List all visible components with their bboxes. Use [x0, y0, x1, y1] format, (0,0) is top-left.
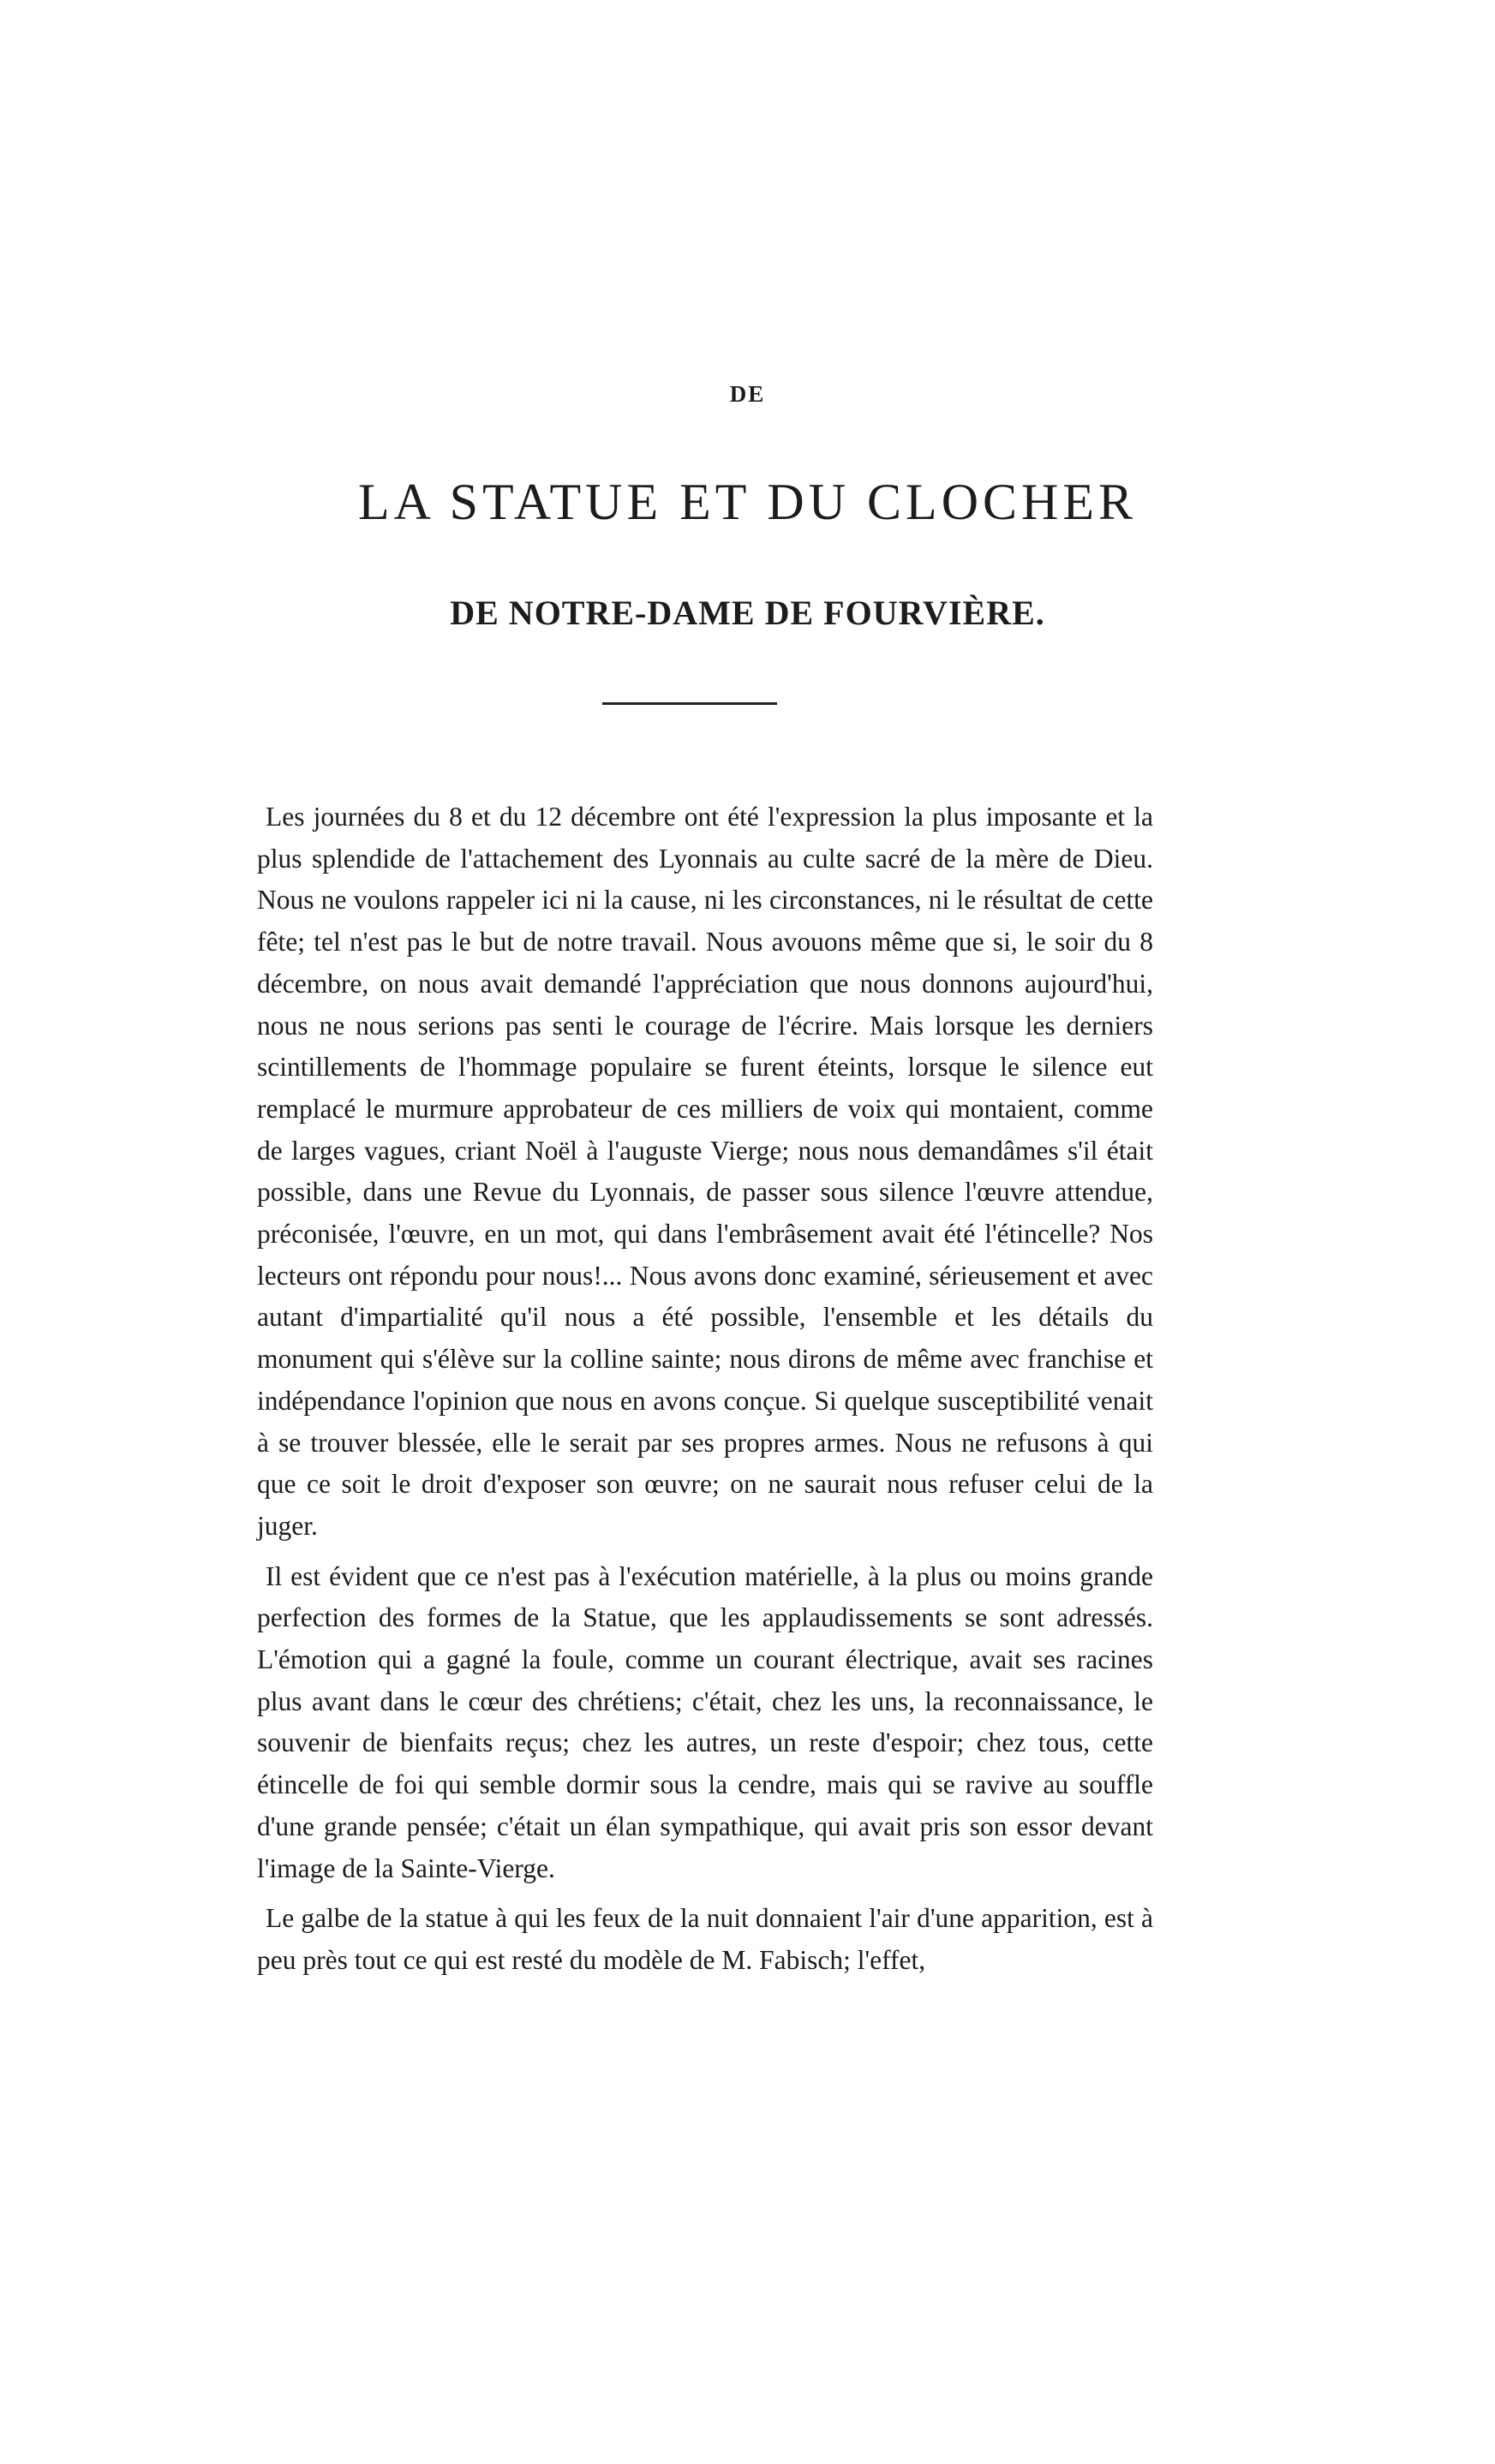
paragraph-3: Le galbe de la statue à qui les feux de la nuit donnaient l'air d'une apparition, est à peu près tout ce qui est resté du modèle de M. Fabisch; l'effet,: [257, 1903, 1153, 1975]
pre-heading: DE: [729, 381, 766, 407]
paragraph-2: Il est évident que ce n'est pas à l'exécution matérielle, à la plus ou moins grande perfection des formes de la Statue, que les applaudissements se sont adressés. L'émotion qui a gagné la foule, comme un courant électrique, avait ses racines plus avant dans le cœur des chrétiens; c'était, chez les uns, la reconnaissance, le souvenir de bienfaits reçus; chez les autres, un reste d'espoir; chez tous, cette étincelle de foi qui semble dormir sous la cendre, mais qui se ravive au souffle d'une grande pensée; c'était un élan sympathique, qui avait pris son essor devant l'image de la Sainte-Vierge.: [257, 1560, 1153, 1883]
page-subtitle: DE NOTRE-DAME DE FOURVIÈRE.: [450, 594, 1045, 632]
section-divider: [602, 702, 777, 705]
page-title: LA STATUE ET DU CLOCHER: [357, 474, 1138, 530]
paragraph-1: Les journées du 8 et du 12 décembre ont été l'expression la plus imposante et la plus splendide de l'attachement des Lyonnais au culte sacré de la mère de Dieu. Nous ne voulons rappeler ici ni la cause, ni les circonstances, ni le résultat de cette fête; tel n'est pas le but de notre travail. Nous avouons même que si, le soir du 8 décembre, on nous avait demandé l'appréciation que nous donnons aujourd'hui, nous ne nous serions pas senti le courage de l'écrire. Mais lorsque les derniers scintillements de l'hommage populaire se furent éteints, lorsque le silence eut remplacé le murmure approbateur de ces milliers de voix qui montaient, comme de larges vagues, criant Noël à l'auguste Vierge; nous nous demandâmes s'il était possible, dans une Revue du Lyonnais, de passer sous silence l'œuvre attendue, préconisée, l'œuvre, en un mot, qui dans l'embrâsement avait été l'étincelle? Nos lecteurs ont répondu pour nous!... Nous avons donc examiné, sérieusement et avec autant d'impartialité qu'il nous a été possible, l'ensemble et les détails du monument qui s'élève sur la colline sainte; nous dirons de même avec franchise et indépendance l'opinion que nous en avons conçue. Si quelque susceptibilité venait à se trouver blessée, elle le serait par ses propres armes. Nous ne refusons à qui que ce soit le droit d'exposer son œuvre; on ne saurait nous refuser celui de la juger.: [257, 802, 1153, 1541]
body-text: [257, 796, 1153, 1982]
